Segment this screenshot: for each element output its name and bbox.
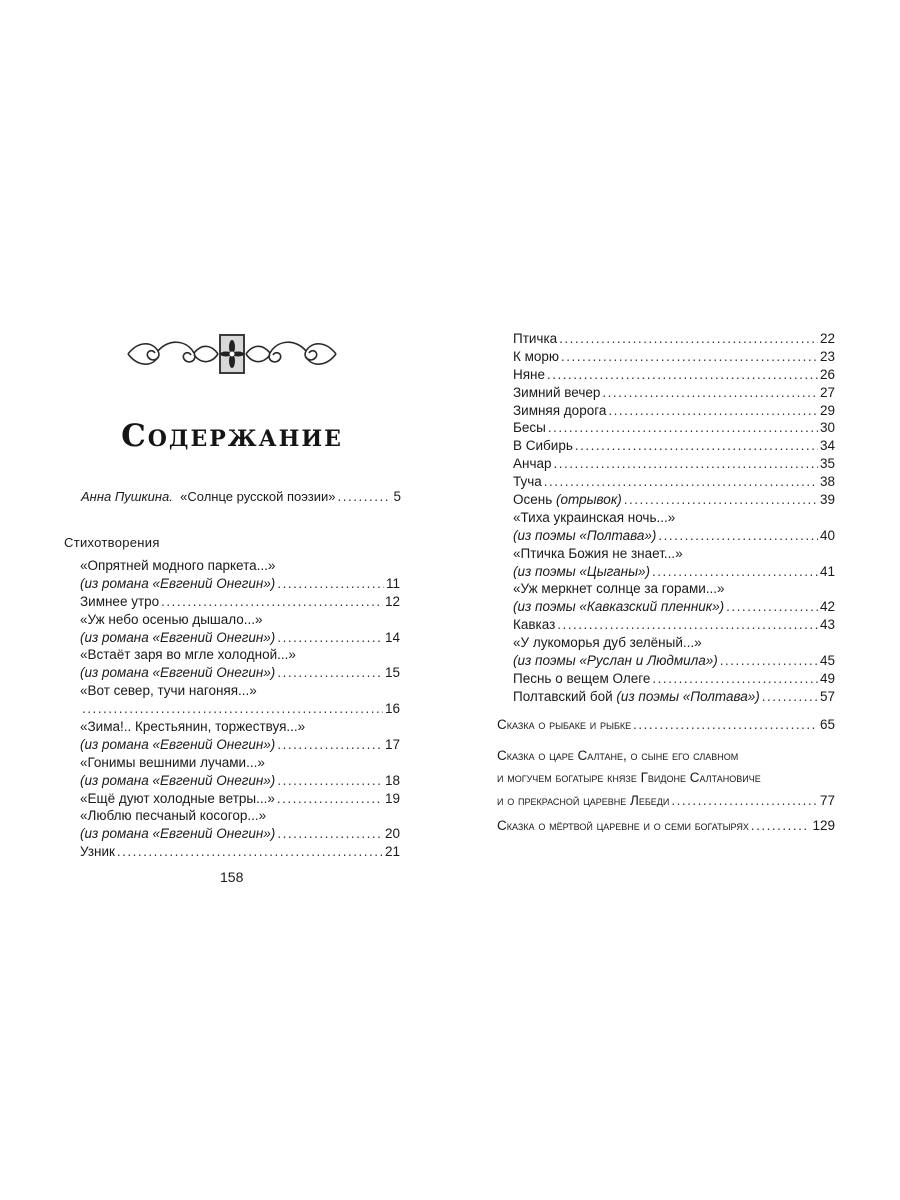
toc-line	[80, 664, 400, 682]
entry-title: (из романа «Евгений Онегин»)	[80, 772, 276, 788]
toc-entry[interactable]	[80, 736, 400, 754]
entry-title: Зимний вечер	[513, 384, 601, 400]
page-ref: 41	[819, 563, 835, 579]
page-ref: 12	[384, 593, 400, 609]
toc-line	[513, 455, 835, 473]
toc-entry[interactable]	[513, 598, 835, 616]
leader-dots	[277, 772, 383, 790]
entry-title: Сказка о царе Салтане, о сыне его славном	[497, 748, 739, 763]
leader-dots	[277, 664, 383, 682]
page-ref: 14	[384, 629, 400, 645]
toc-line	[513, 652, 835, 670]
toc-entry[interactable]	[80, 843, 400, 861]
page-ref: 49	[819, 670, 835, 686]
toc-entry[interactable]	[80, 825, 400, 843]
page-ref: 18	[384, 772, 400, 788]
toc-entry[interactable]	[513, 330, 835, 348]
poems-list	[80, 557, 400, 861]
entry-source: (из поэмы «Руслан и Людмила»)	[513, 653, 718, 669]
toc-line	[513, 402, 835, 420]
toc-line	[497, 767, 835, 789]
toc-entry[interactable]	[513, 384, 835, 402]
toc-entry[interactable]	[80, 557, 400, 575]
leader-dots	[751, 815, 811, 837]
leader-dots	[547, 366, 818, 384]
toc-entry[interactable]	[513, 437, 835, 455]
section-heading: Стихотворения	[64, 535, 160, 550]
toc-line	[80, 700, 400, 718]
entry-title: (из романа «Евгений Онегин»)	[80, 736, 276, 752]
entry-title: Узник	[80, 844, 115, 860]
page-ref: 129	[812, 818, 835, 833]
leader-dots	[544, 473, 818, 491]
page-ref: 30	[819, 420, 835, 436]
entry-title: «Гонимы вешними лучами...»	[80, 754, 265, 770]
toc-line	[80, 843, 400, 861]
page-ref: 42	[819, 599, 835, 615]
entry-title: и о прекрасной царевне Лебеди	[497, 792, 670, 808]
toc-line	[513, 437, 835, 455]
toc-line	[80, 557, 400, 575]
toc-line	[513, 366, 835, 384]
toc-entry[interactable]	[513, 652, 835, 670]
leader-dots	[561, 348, 818, 366]
toc-line	[80, 790, 400, 808]
toc-line	[80, 611, 400, 629]
leader-dots	[652, 563, 818, 581]
entry-title: «Встаёт заря во мгле холодной...»	[80, 647, 296, 663]
leader-dots	[652, 670, 818, 688]
page-ref: 27	[819, 384, 835, 400]
toc-line	[513, 330, 835, 348]
page-ref: 22	[819, 331, 835, 346]
entry-title: (из романа «Евгений Онегин»)	[80, 575, 276, 591]
leader-dots	[608, 402, 818, 420]
toc-line	[80, 682, 400, 700]
toc-entry[interactable]	[80, 790, 400, 808]
toc-entry[interactable]	[80, 700, 400, 718]
leader-dots	[624, 491, 818, 509]
leader-dots	[762, 688, 818, 706]
leader-dots	[337, 488, 391, 506]
entry-title: Няне	[513, 366, 546, 382]
entry-title: Кавказ	[513, 617, 556, 633]
entry-title: К морю	[513, 348, 560, 364]
entry-title: «Опрятней модного паркета...»	[80, 558, 276, 573]
entry-title: Полтавский бой	[513, 688, 613, 704]
leader-dots	[277, 629, 383, 647]
toc-entry[interactable]	[513, 545, 835, 563]
intro-title: «Солнце русской поэзии»	[180, 489, 336, 504]
toc-entry[interactable]	[513, 419, 835, 437]
toc-line	[513, 384, 835, 402]
entry-source: (из поэмы «Полтава»)	[513, 527, 657, 543]
page-ref: 23	[819, 348, 835, 364]
toc-entry[interactable]	[513, 527, 835, 545]
page-ref: 38	[819, 474, 835, 490]
toc-entry[interactable]	[513, 402, 835, 420]
toc-entry[interactable]	[80, 754, 400, 772]
leader-dots	[602, 384, 818, 402]
page-ref: 20	[384, 826, 400, 842]
entry-source: (из поэмы «Кавказский пленник»)	[513, 599, 725, 615]
leader-dots	[277, 736, 383, 754]
toc-line	[80, 754, 400, 772]
leader-dots	[671, 790, 818, 812]
toc-entry[interactable]	[80, 664, 400, 682]
leader-dots	[117, 843, 383, 861]
entry-title: Зимняя дорога	[513, 402, 607, 418]
entry-title: (из романа «Евгений Онегин»)	[80, 826, 276, 842]
toc-line	[513, 545, 835, 563]
toc-entry[interactable]	[80, 646, 400, 664]
entry-title: (из романа «Евгений Онегин»)	[80, 665, 276, 681]
leader-dots	[658, 527, 818, 545]
entry-title: «Люблю песчаный косогор...»	[80, 808, 267, 824]
poems-list-continued	[513, 330, 835, 706]
right-page	[450, 0, 900, 1200]
toc-entry[interactable]	[80, 629, 400, 647]
toc-line	[80, 629, 400, 647]
page-ref: 15	[384, 665, 400, 681]
intro-entry[interactable]	[81, 488, 401, 506]
toc-entry[interactable]	[80, 611, 400, 629]
toc-entry[interactable]	[513, 491, 835, 509]
leader-dots	[548, 419, 818, 437]
toc-entry[interactable]	[80, 807, 400, 825]
tale-entry[interactable]	[497, 815, 835, 837]
entry-title: (из романа «Евгений Онегин»)	[80, 629, 276, 645]
toc-entry[interactable]	[513, 473, 835, 491]
page-ref: 43	[819, 617, 835, 633]
entry-title: Зимнее утро	[80, 593, 160, 609]
entry-title: Осень	[513, 492, 553, 508]
leader-dots	[554, 455, 818, 473]
toc-line	[497, 745, 835, 767]
leader-dots	[277, 575, 384, 593]
entry-title: Бесы	[513, 420, 546, 436]
page-ref: 35	[819, 456, 835, 472]
toc-entry[interactable]	[513, 366, 835, 384]
toc-line	[513, 419, 835, 437]
floral-ornament-icon	[124, 333, 340, 375]
page-ref: 26	[819, 366, 835, 382]
toc-entry[interactable]	[513, 670, 835, 688]
page-ref: 19	[384, 790, 400, 806]
tale-entry[interactable]	[497, 745, 835, 812]
toc-line	[513, 348, 835, 366]
toc-entry[interactable]	[513, 563, 835, 581]
toc-line	[80, 807, 400, 825]
leader-dots	[277, 790, 383, 808]
toc-line	[497, 815, 835, 837]
page-ref: 21	[384, 844, 400, 860]
toc-entry[interactable]	[80, 772, 400, 790]
entry-title: Сказка о мёртвой царевне и о семи богатырях	[497, 818, 749, 833]
toc-line	[513, 509, 835, 527]
entry-title: «Уж небо осенью дышало...»	[80, 611, 263, 627]
toc-line	[497, 790, 835, 812]
page-ref: 40	[819, 527, 835, 543]
toc-line	[513, 688, 835, 706]
tale-entry[interactable]	[497, 714, 835, 736]
page-ref: 5	[393, 489, 401, 504]
leader-dots	[720, 652, 818, 670]
toc-line	[513, 473, 835, 491]
entry-title: «У лукоморья дуб зелёный...»	[513, 635, 702, 651]
entry-source: (отрывок)	[556, 492, 622, 508]
leader-dots	[575, 437, 818, 455]
toc-line	[513, 563, 835, 581]
leader-dots	[559, 330, 818, 348]
page-ref: 65	[819, 717, 835, 732]
toc-line	[513, 670, 835, 688]
page-ref: 17	[384, 736, 400, 752]
page-ref: 39	[819, 492, 835, 508]
toc-entry[interactable]	[80, 575, 400, 593]
toc-line	[80, 593, 400, 611]
toc-entry[interactable]	[80, 682, 400, 700]
page-ref: 11	[385, 575, 400, 591]
entry-title: и могучем богатыре князе Гвидоне Салтановиче	[497, 770, 761, 786]
toc-entry[interactable]	[513, 509, 835, 527]
toc-line	[80, 646, 400, 664]
entry-title: «Уж меркнет солнце за горами...»	[513, 581, 725, 597]
toc-entry[interactable]	[80, 593, 400, 611]
page-title: Содержание	[121, 418, 343, 454]
entry-title: В Сибирь	[513, 438, 573, 454]
page-number: 158	[220, 869, 244, 885]
leader-dots	[726, 598, 818, 616]
entry-title: «Птичка Божия не знает...»	[513, 545, 683, 561]
leader-dots	[277, 825, 383, 843]
entry-title: «Тиха украинская ночь...»	[513, 509, 676, 525]
toc-line	[80, 772, 400, 790]
entry-source: (из поэмы «Цыганы»)	[513, 563, 651, 579]
toc-line	[513, 527, 835, 545]
entry-title: Сказка о рыбаке и рыбке	[497, 717, 632, 732]
leader-dots	[557, 616, 818, 634]
leader-dots	[161, 593, 383, 611]
toc-line	[80, 825, 400, 843]
toc-entry[interactable]	[80, 718, 400, 736]
entry-title: «Вот север, тучи нагоняя...»	[80, 683, 257, 699]
page-ref: 29	[819, 402, 835, 418]
toc-line	[80, 575, 400, 593]
leader-dots	[633, 714, 818, 736]
entry-title: Туча	[513, 474, 542, 490]
toc-line	[513, 580, 835, 598]
toc-entry[interactable]	[513, 348, 835, 366]
toc-entry[interactable]	[513, 580, 835, 598]
toc-line	[80, 736, 400, 754]
toc-entry[interactable]	[513, 688, 835, 706]
intro-author: Анна Пушкина.	[81, 489, 173, 504]
page-ref: 77	[819, 792, 835, 808]
toc-line	[497, 714, 835, 736]
toc-line	[80, 718, 400, 736]
entry-title: Анчар	[513, 456, 552, 472]
toc-line	[513, 598, 835, 616]
entry-title: «Зима!.. Крестьянин, торжествуя...»	[80, 719, 306, 735]
page-ref: 34	[819, 438, 835, 454]
leader-dots	[82, 700, 383, 718]
toc-entry[interactable]	[513, 634, 835, 652]
entry-title: «Ещё дуют холодные ветры...»	[80, 790, 275, 806]
page-ref: 16	[384, 701, 400, 717]
entry-title: Песнь о вещем Олеге	[513, 670, 651, 686]
toc-line	[513, 491, 835, 509]
toc-entry[interactable]	[513, 616, 835, 634]
entry-source: (из поэмы «Полтава»)	[616, 688, 760, 704]
page-ref: 57	[819, 688, 835, 704]
toc-line	[513, 634, 835, 652]
entry-title: Птичка	[513, 331, 558, 346]
toc-line	[513, 616, 835, 634]
page-ref: 45	[819, 653, 835, 669]
toc-entry[interactable]	[513, 455, 835, 473]
